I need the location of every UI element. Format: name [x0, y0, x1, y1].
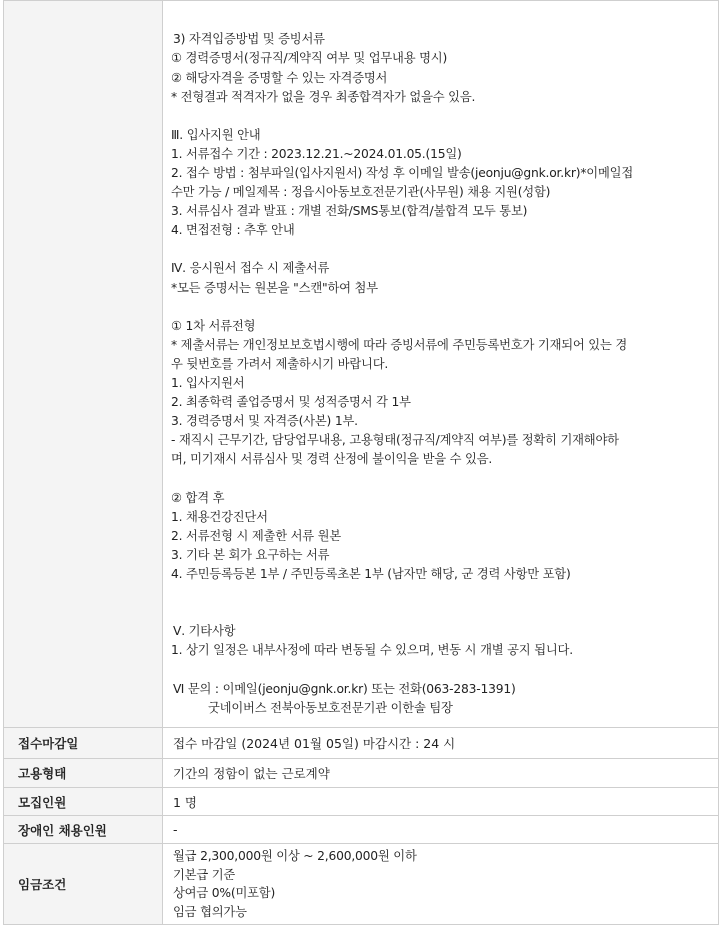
detail-line: * 전형결과 적격자가 없을 경우 최종합격자가 없을수 있음. — [171, 89, 476, 104]
blank-line — [171, 298, 708, 317]
deadline-label: 접수마감일 — [4, 728, 163, 759]
deadline-row — [4, 728, 719, 759]
blank-line — [171, 660, 708, 679]
detail-line: 며, 미기재시 서류심사 및 경력 산정에 불이익을 받을 수 있음. — [171, 452, 493, 467]
recruit-count-row — [4, 788, 719, 816]
detail-line: 4. 주민등록등본 1부 / 주민등록초본 1부 (남자만 해당, 군 경력 사항만 포함) — [171, 566, 571, 581]
detail-line: *모든 증명서는 원본을 "스캔"하여 첨부 — [171, 280, 378, 295]
sub-heading: ② 합격 후 — [171, 490, 225, 505]
wage-line: 월급 2,300,000원 이상 ~ 2,600,000원 이하 — [173, 849, 417, 863]
detail-line: * 제출서류는 개인정보보호법시행에 따라 증빙서류에 주민등록번호가 기재되어 있는 경 — [171, 337, 628, 352]
employment-type-label: 고용형태 — [4, 759, 163, 788]
sub-heading: ① 1차 서류전형 — [171, 318, 256, 333]
employment-type-value: 기간의 정함이 없는 근로계약 — [163, 759, 719, 788]
wage-line: 임금 협의가능 — [173, 904, 247, 919]
disabled-hire-row — [4, 816, 719, 844]
details-cell — [163, 1, 719, 728]
contact-person: 굿네이버스 전북아동보호전문기관 이한솔 팀장 — [208, 700, 453, 715]
disabled-hire-label: 장애인 채용인원 — [4, 816, 163, 844]
detail-line: 1. 서류접수 기간 : 2023.12.21.~2024.01.05.(15일) — [171, 146, 462, 161]
section-heading: Ⅲ. 입사지원 안내 — [171, 127, 261, 142]
detail-line: 2. 최종학력 졸업증명서 및 성적증명서 각 1부 — [171, 395, 411, 410]
section-heading: Ⅴ. 기타사항 — [173, 624, 236, 639]
detail-line: - 재직시 근무기간, 담당업무내용, 고용형태(정규직/계약직 여부)를 정확히 기재해야하 — [171, 433, 619, 448]
detail-line: 2. 서류전형 시 제출한 서류 원본 — [171, 528, 342, 543]
wage-row — [4, 844, 719, 925]
blank-line — [171, 584, 708, 603]
detail-line: 1. 입사지원서 — [171, 376, 245, 390]
detail-line: 3. 경력증명서 및 자격증(사본) 1부. — [171, 414, 358, 429]
wage-value — [163, 844, 719, 925]
detail-line: ② 해당자격을 증명할 수 있는 자격증명서 — [171, 70, 388, 85]
details-row — [4, 1, 719, 728]
recruit-count-label: 모집인원 — [4, 788, 163, 816]
details-row-header — [4, 1, 163, 728]
wage-line: 상여금 0%(미포함) — [173, 886, 276, 900]
disabled-hire-value: - — [163, 816, 719, 844]
blank-line — [171, 469, 708, 488]
detail-line: 4. 면접전형 : 추후 안내 — [171, 223, 295, 238]
wage-line: 기본급 기준 — [173, 867, 236, 882]
contact-line: Ⅵ 문의 : 이메일(jeonju@gnk.or.kr) 또는 전화(063-283-1391) — [173, 681, 516, 696]
blank-line — [171, 107, 708, 126]
detail-line: 1. 상기 일정은 내부사정에 따라 변동될 수 있으며, 변동 시 개별 공지 됩니다. — [171, 643, 573, 658]
wage-label: 임금조건 — [4, 844, 163, 925]
blank-line — [171, 240, 708, 259]
section-heading: Ⅳ. 응시원서 접수 시 제출서류 — [171, 261, 330, 276]
detail-line: 1. 채용건강진단서 — [171, 509, 268, 524]
detail-line: 2. 접수 방법 : 첨부파일(입사지원서) 작성 후 이메일 발송(jeonju@gnk.or.kr)*이메일접 — [171, 165, 634, 180]
detail-line: ① 경력증명서(정규직/계약직 여부 및 업무내용 명시) — [171, 51, 448, 66]
deadline-value: 접수 마감일 (2024년 01월 05일) 마감시간 : 24 시 — [163, 728, 719, 759]
detail-line: 3. 기타 본 회가 요구하는 서류 — [171, 547, 330, 562]
employment-type-row — [4, 759, 719, 788]
blank-line — [171, 603, 708, 622]
detail-line: 수만 가능 / 메일제목 : 정읍시아동보호전문기관(사무원) 채용 지원(성함) — [171, 185, 551, 200]
detail-line: 3. 서류심사 결과 발표 : 개별 전화/SMS통보(합격/불합격 모두 통보) — [171, 204, 528, 219]
job-posting-table — [3, 0, 719, 925]
detail-line: 3) 자격입증방법 및 증빙서류 — [173, 32, 325, 47]
detail-line: 우 뒷번호를 가려서 제출하시기 바랍니다. — [171, 356, 389, 371]
recruit-count-value: 1 명 — [163, 788, 719, 816]
